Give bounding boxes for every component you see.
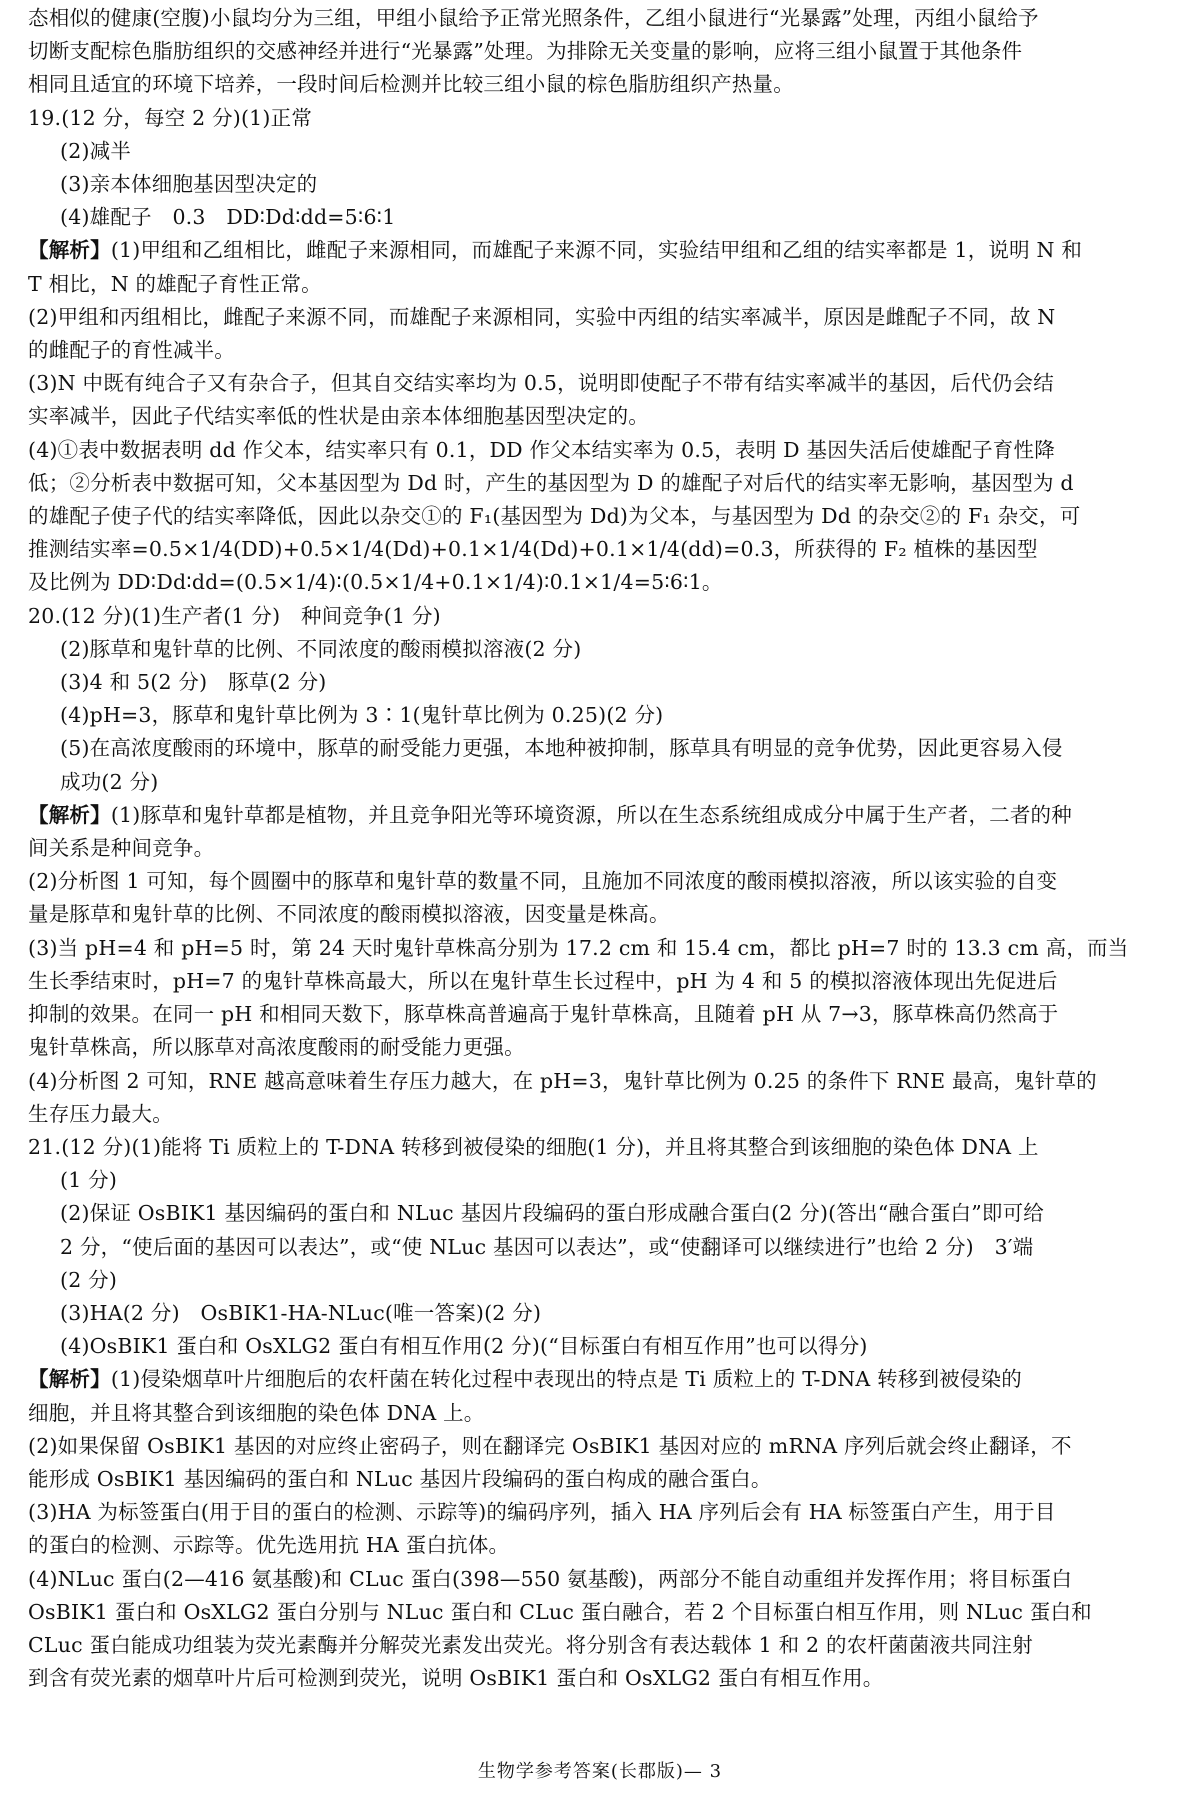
text-line bbox=[28, 1264, 1176, 1297]
analysis-tag: 【解析】 bbox=[28, 238, 111, 263]
line-text: (2)甲组和丙组相比，雌配子来源不同，而雄配子来源相同，实验中丙组的结实率减半，原因是雌配子不同，故 N bbox=[28, 304, 1056, 329]
line-text: 到含有荧光素的烟草叶片后可检测到荧光，说明 OsBIK1 蛋白和 OsXLG2 蛋白有相互作用。 bbox=[28, 1666, 884, 1691]
line-text: 量是豚草和鬼针草的比例、不同浓度的酸雨模拟溶液，因变量是株高。 bbox=[28, 902, 670, 927]
line-text: 成功(2 分) bbox=[60, 769, 159, 794]
answer-page bbox=[28, 2, 1176, 1695]
text-line bbox=[28, 2, 1176, 35]
line-text: 20.(12 分)(1)生产者(1 分) 种间竞争(1 分) bbox=[28, 603, 441, 628]
text-line bbox=[28, 467, 1176, 500]
text-line bbox=[28, 268, 1176, 301]
text-line bbox=[28, 234, 1176, 267]
line-text: (3)4 和 5(2 分) 豚草(2 分) bbox=[60, 670, 327, 695]
line-text: (2)保证 OsBIK1 基因编码的蛋白和 NLuc 基因片段编码的蛋白形成融合蛋白(2 分)(答出“融合蛋白”即可给 bbox=[60, 1201, 1044, 1226]
line-text: (1)侵染烟草叶片细胞后的农杆菌在转化过程中表现出的特点是 Ti 质粒上的 T-DNA 转移到被侵染的 bbox=[110, 1367, 1022, 1392]
line-text: (4)雄配子 0.3 DD∶Dd∶dd=5∶6∶1 bbox=[60, 205, 396, 230]
line-text: 的雌配子的育性减半。 bbox=[28, 338, 235, 363]
text-line bbox=[28, 1463, 1176, 1496]
line-text: (2 分) bbox=[60, 1267, 118, 1292]
text-line bbox=[28, 1662, 1176, 1695]
text-line bbox=[28, 965, 1176, 998]
text-line bbox=[28, 1596, 1176, 1629]
line-text: (5)在高浓度酸雨的环境中，豚草的耐受能力更强，本地种被抑制，豚草具有明显的竞争优势，因此更容易入侵 bbox=[60, 736, 1063, 761]
text-line bbox=[28, 699, 1176, 732]
line-text: (3)当 pH=4 和 pH=5 时，第 24 天时鬼针草株高分别为 17.2 cm 和 15.4 cm，都比 pH=7 时的 13.3 cm 高，而当 bbox=[28, 935, 1129, 960]
line-text: (4)pH=3，豚草和鬼针草比例为 3∶1(鬼针草比例为 0.25)(2 分) bbox=[60, 703, 664, 728]
line-text: (3)HA(2 分) OsBIK1-HA-NLuc(唯一答案)(2 分) bbox=[60, 1300, 542, 1325]
line-text: (3)亲本体细胞基因型决定的 bbox=[60, 172, 318, 197]
text-line bbox=[28, 533, 1176, 566]
line-text: 2 分，“使后面的基因可以表达”，或“使 NLuc 基因可以表达”，或“使翻译可以继续进行”也给 2 分) 3′端 bbox=[60, 1234, 1034, 1259]
text-line bbox=[28, 1363, 1176, 1396]
line-text: (4)分析图 2 可知，RNE 越高意味着生存压力越大，在 pH=3，鬼针草比例为 0.25 的条件下 RNE 最高，鬼针草的 bbox=[28, 1068, 1097, 1093]
text-line bbox=[28, 732, 1176, 765]
text-line bbox=[28, 1297, 1176, 1330]
text-line bbox=[28, 1065, 1176, 1098]
text-line bbox=[28, 666, 1176, 699]
text-line bbox=[28, 400, 1176, 433]
line-text: T 相比，N 的雄配子育性正常。 bbox=[28, 271, 322, 296]
line-text: 鬼针草株高，所以豚草对高浓度酸雨的耐受能力更强。 bbox=[28, 1035, 525, 1060]
line-text: 及比例为 DD∶Dd∶dd=(0.5×1/4)∶(0.5×1/4+0.1×1/4)∶0.1×1/4=5∶6∶1。 bbox=[28, 570, 723, 595]
text-line bbox=[28, 1131, 1176, 1164]
line-text: (4)①表中数据表明 dd 作父本，结实率只有 0.1，DD 作父本结实率为 0.5，表明 D 基因失活后使雄配子育性降 bbox=[28, 437, 1055, 462]
line-text: (4)OsBIK1 蛋白和 OsXLG2 蛋白有相互作用(2 分)(“目标蛋白有相互作用”也可以得分) bbox=[60, 1334, 868, 1359]
analysis-tag: 【解析】 bbox=[28, 1367, 111, 1392]
text-line bbox=[28, 68, 1176, 101]
page-footer: 生物学参考答案(长郡版)— 3 bbox=[477, 1761, 723, 1782]
text-line bbox=[28, 1231, 1176, 1264]
text-line bbox=[28, 1496, 1176, 1529]
line-text: 低；②分析表中数据可知，父本基因型为 Dd 时，产生的基因型为 D 的雄配子对后代的结实率无影响，基因型为 d bbox=[28, 470, 1074, 495]
line-text: (2)分析图 1 可知，每个圆圈中的豚草和鬼针草的数量不同，且施加不同浓度的酸雨模拟溶液，所以该实验的自变 bbox=[28, 869, 1058, 894]
text-line bbox=[28, 932, 1176, 965]
line-text: (2)如果保留 OsBIK1 基因的对应终止密码子，则在翻译完 OsBIK1 基因对应的 mRNA 序列后就会终止翻译，不 bbox=[28, 1433, 1072, 1458]
text-line bbox=[28, 135, 1176, 168]
line-text: 间关系是种间竞争。 bbox=[28, 836, 215, 861]
text-line bbox=[28, 799, 1176, 832]
text-line bbox=[28, 1031, 1176, 1064]
text-line bbox=[28, 600, 1176, 633]
text-line bbox=[28, 301, 1176, 334]
line-text: 切断支配棕色脂肪组织的交感神经并进行“光暴露”处理。为排除无关变量的影响，应将三组小鼠置于其他条件 bbox=[28, 39, 1023, 64]
text-line bbox=[28, 1430, 1176, 1463]
line-text: 19.(12 分，每空 2 分)(1)正常 bbox=[28, 105, 313, 130]
text-line bbox=[28, 35, 1176, 68]
line-text: 细胞，并且将其整合到该细胞的染色体 DNA 上。 bbox=[28, 1400, 485, 1425]
line-text: (1)甲组和乙组相比，雌配子来源相同，而雄配子来源不同，实验结甲组和乙组的结实率都是 1，说明 N 和 bbox=[110, 238, 1083, 263]
text-line bbox=[28, 998, 1176, 1031]
text-line bbox=[28, 1197, 1176, 1230]
text-line bbox=[28, 1629, 1176, 1662]
text-line bbox=[28, 566, 1176, 599]
line-text: (3)N 中既有纯合子又有杂合子，但其自交结实率均为 0.5，说明即使配子不带有结实率减半的基因，后代仍会结 bbox=[28, 371, 1054, 396]
text-line bbox=[28, 201, 1176, 234]
line-text: (1)豚草和鬼针草都是植物，并且竞争阳光等环境资源，所以在生态系统组成成分中属于生产者，二者的种 bbox=[110, 802, 1072, 827]
text-line bbox=[28, 1164, 1176, 1197]
line-text: OsBIK1 蛋白和 OsXLG2 蛋白分别与 NLuc 蛋白和 CLuc 蛋白融合，若 2 个目标蛋白相互作用，则 NLuc 蛋白和 bbox=[28, 1599, 1092, 1624]
text-line bbox=[28, 500, 1176, 533]
line-text: 抑制的效果。在同一 pH 和相同天数下，豚草株高普遍高于鬼针草株高，且随着 pH 从 7→3，豚草株高仍然高于 bbox=[28, 1002, 1059, 1027]
text-line bbox=[28, 434, 1176, 467]
text-line bbox=[28, 168, 1176, 201]
text-line bbox=[28, 367, 1176, 400]
line-text: 实率减半，因此子代结实率低的性状是由亲本体细胞基因型决定的。 bbox=[28, 404, 649, 429]
text-line bbox=[28, 1098, 1176, 1131]
text-line bbox=[28, 633, 1176, 666]
line-text: 的雄配子使子代的结实率降低，因此以杂交①的 F₁(基因型为 Dd)为父本，与基因型为 Dd 的杂交②的 F₁ 杂交，可 bbox=[28, 504, 1081, 529]
text-line bbox=[28, 1397, 1176, 1430]
line-text: 能形成 OsBIK1 基因编码的蛋白和 NLuc 基因片段编码的蛋白构成的融合蛋白。 bbox=[28, 1466, 772, 1491]
line-text: (1 分) bbox=[60, 1168, 118, 1193]
line-text: (3)HA 为标签蛋白(用于目的蛋白的检测、示踪等)的编码序列，插入 HA 序列后会有 HA 标签蛋白产生，用于目 bbox=[28, 1500, 1056, 1525]
analysis-tag: 【解析】 bbox=[28, 802, 111, 827]
text-line bbox=[28, 1563, 1176, 1596]
text-line bbox=[28, 766, 1176, 799]
line-text: (4)NLuc 蛋白(2—416 氨基酸)和 CLuc 蛋白(398—550 氨基酸)，两部分不能自动重组并发挥作用；将目标蛋白 bbox=[28, 1566, 1073, 1591]
line-text: 21.(12 分)(1)能将 Ti 质粒上的 T-DNA 转移到被侵染的细胞(1 分)，并且将其整合到该细胞的染色体 DNA 上 bbox=[28, 1134, 1039, 1159]
line-text: 推测结实率=0.5×1/4(DD)+0.5×1/4(Dd)+0.1×1/4(Dd)+0.1×1/4(dd)=0.3，所获得的 F₂ 植株的基因型 bbox=[28, 537, 1038, 562]
text-line bbox=[28, 865, 1176, 898]
line-text: (2)减半 bbox=[60, 138, 132, 163]
line-text: 态相似的健康(空腹)小鼠均分为三组，甲组小鼠给予正常光照条件，乙组小鼠进行“光暴露”处理，丙组小鼠给予 bbox=[28, 6, 1039, 30]
text-line bbox=[28, 102, 1176, 135]
text-line bbox=[28, 898, 1176, 931]
line-text: 相同且适宜的环境下培养，一段时间后检测并比较三组小鼠的棕色脂肪组织产热量。 bbox=[28, 72, 794, 97]
line-text: (2)豚草和鬼针草的比例、不同浓度的酸雨模拟溶液(2 分) bbox=[60, 636, 582, 661]
line-text: 的蛋白的检测、示踪等。优先选用抗 HA 蛋白抗体。 bbox=[28, 1533, 510, 1558]
text-line bbox=[28, 334, 1176, 367]
text-line bbox=[28, 832, 1176, 865]
line-text: CLuc 蛋白能成功组装为荧光素酶并分解荧光素发出荧光。将分别含有表达载体 1 和 2 的农杆菌菌液共同注射 bbox=[28, 1632, 1033, 1657]
text-line bbox=[28, 1529, 1176, 1562]
line-text: 生存压力最大。 bbox=[28, 1101, 173, 1126]
text-line bbox=[28, 1330, 1176, 1363]
line-text: 生长季结束时，pH=7 的鬼针草株高最大，所以在鬼针草生长过程中，pH 为 4 和 5 的模拟溶液体现出先促进后 bbox=[28, 968, 1058, 993]
